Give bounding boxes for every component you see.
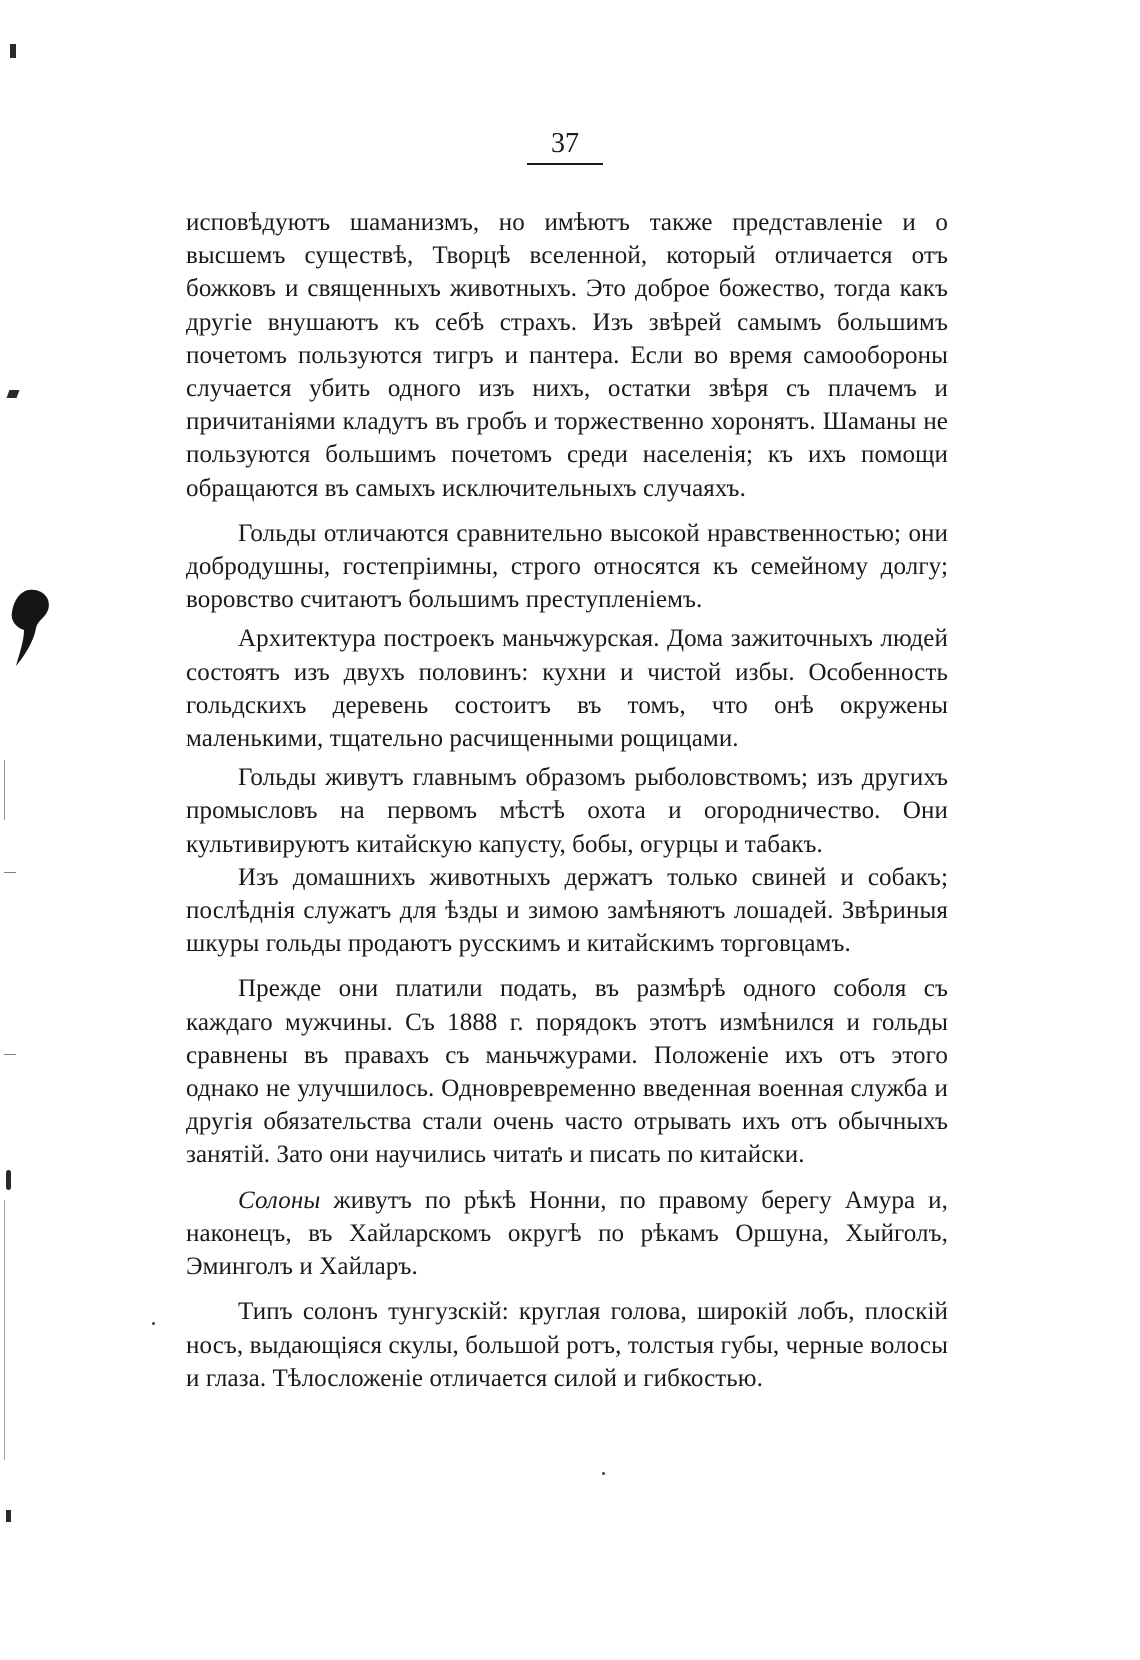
page-number-rule <box>527 163 603 165</box>
paragraph-8: Типъ солонъ тунгузскій: круглая голова, широкій лобъ, плоскій носъ, выдающіяся скулы, большой ротъ, толстыя губы, черные волосы и глаза. Тѣлосложеніе отличается силой и гибкостью. <box>186 1298 948 1392</box>
paragraph-7-text: живутъ по рѣкѣ Нонни, по правому берегу Амура и, наконецъ, въ Хайларскомъ округѣ по рѣкамъ Оршуна, Хыйголъ, Эминголъ и Хайларъ. <box>186 1186 948 1281</box>
margin-tick-2 <box>4 1054 16 1055</box>
margin-tick-1 <box>4 872 16 873</box>
margin-rule-2 <box>4 1200 5 1460</box>
page-number: 37 <box>551 128 579 159</box>
speck-2 <box>152 1322 155 1325</box>
paragraph-7 <box>186 1184 948 1284</box>
margin-rule-1 <box>4 760 5 820</box>
margin-mark-bottom <box>6 1510 11 1522</box>
paragraph-7-lead: Солоны <box>238 1186 321 1214</box>
paragraph-4: Гольды живутъ главнымъ образомъ рыболовствомъ; изъ другихъ промысловъ на первомъ мѣстѣ охота и огородничество. Они культивируютъ китайскую капусту, бобы, огурцы и табакъ. <box>186 764 948 858</box>
ink-blot-icon <box>8 588 52 668</box>
paragraph-1: исповѣдуютъ шаманизмъ, но имѣютъ также представленіе и о высшемъ существѣ, Творцѣ вселенной, который отличается отъ божковъ и священныхъ животныхъ. Это доброе божество, тогда какъ другіе внушаютъ къ себѣ страхъ. Изъ звѣрей самымъ большимъ почетомъ пользуются тигръ и пантера. Если во время самообороны случается убить одного изъ нихъ, остатки звѣря съ плачемъ и причитаніями кладутъ въ гробъ и торжественно хоронятъ. Шаманы не пользуются большимъ почетомъ среди населенія; къ ихъ помощи обращаются въ самыхъ исключительныхъ случаяхъ. <box>186 209 948 502</box>
margin-mark-bracket <box>6 1170 11 1190</box>
body-text <box>186 206 948 1395</box>
paragraph-3: Архитектура построекъ маньчжурская. Дома зажиточныхъ людей состоятъ изъ двухъ половинъ: кухни и чистой избы. Особенность гольдскихъ деревень состоитъ въ томъ, что онѣ окружены маленькими, тщательно расчищенными рощицами. <box>186 625 948 753</box>
paragraph-5: Изъ домашнихъ животныхъ держатъ только свиней и собакъ; послѣднія служатъ для ѣзды и зимою замѣняютъ лошадей. Звѣриныя шкуры гольды продаютъ русскимъ и китайскимъ торговцамъ. <box>186 863 948 958</box>
paragraph-6: Прежде они платили подать, въ размѣрѣ одного соболя съ каждаго мужчины. Съ 1888 г. порядокъ этотъ измѣнился и гольды сравнены въ правахъ съ маньчжурами. Положеніе ихъ отъ этого однако не улучшилось. Одновревременно введенная военная служба и другія обязательства стали очень часто отрывать ихъ отъ обычныхъ занятій. Зато они научились читать и писать по китайски. <box>186 975 948 1169</box>
margin-mark-arrow <box>7 390 20 398</box>
speck-3 <box>602 1472 605 1475</box>
paragraph-2: Гольды отличаются сравнительно высокой нравственностью; они добродушны, гостепріимны, строго относятся къ семейному долгу; воровство считаютъ большимъ преступленіемъ. <box>186 519 948 614</box>
margin-mark-top <box>10 44 16 58</box>
